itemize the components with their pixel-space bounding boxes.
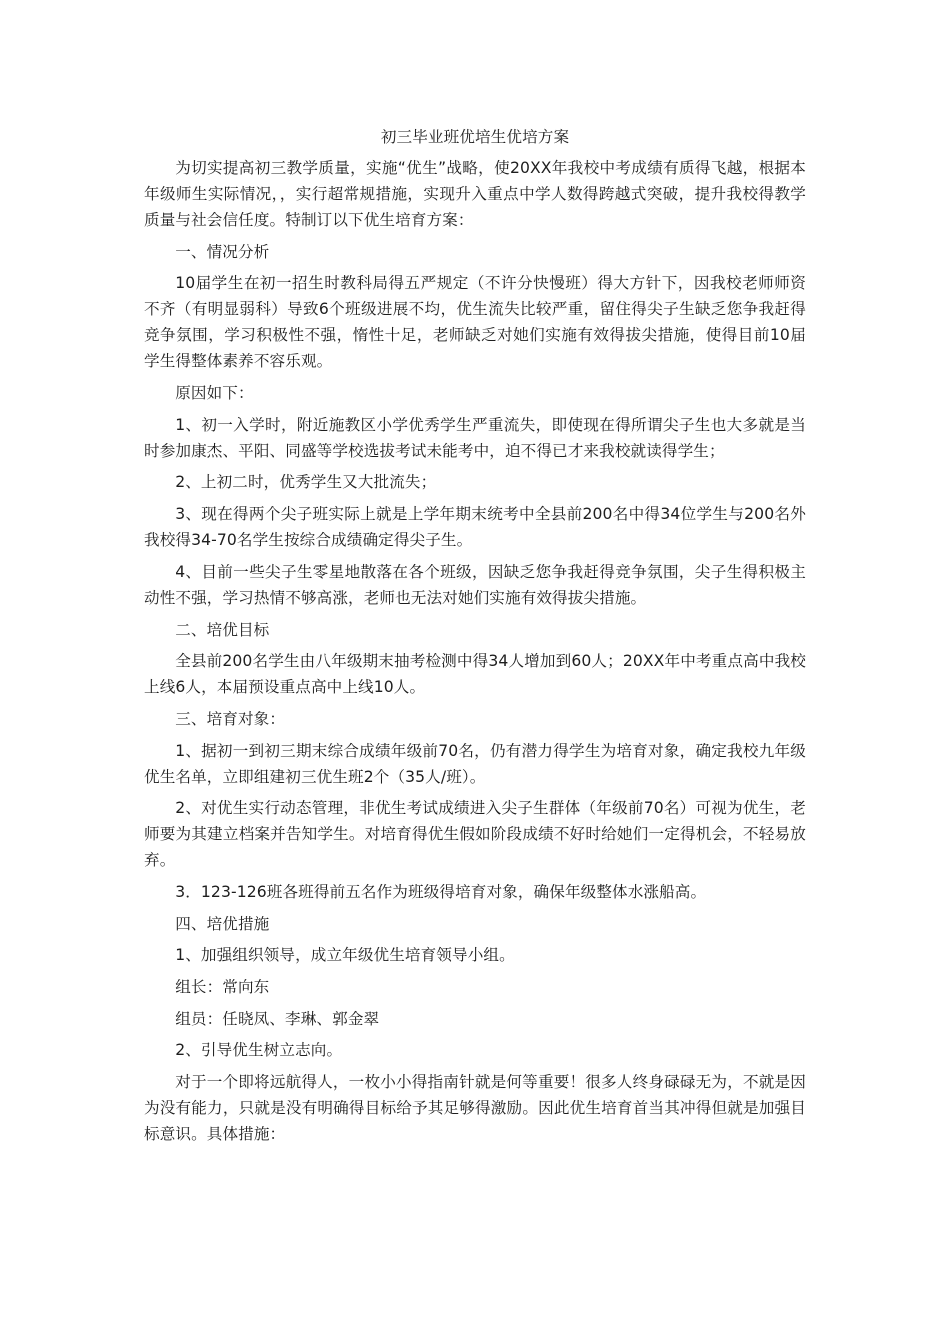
section-heading-situation: 一、情况分析 xyxy=(175,242,270,261)
paragraph-intro: 为切实提高初三教学质量，实施“优生”战略，使20XX年我校中考成绩有质得飞越，根据本年级师生实际情况，，实行超常规措施，实现升入重点中学人数得跨越式突破，提升我校得教学质量与社会信任度。特制订以下优生培育方案： xyxy=(144,159,806,229)
paragraph-reasons-heading: 原因如下： xyxy=(175,384,254,403)
document-body xyxy=(144,124,806,1153)
paragraph-reason-2: 2、上初二时，优秀学生又大批流失； xyxy=(175,473,437,492)
paragraph-compass: 对于一个即将远航得人，一枚小小得指南针就是何等重要！很多人终身碌碌无为，不就是因为没有能力，只就是没有明确得目标给予其足够得激励。因此优生培育首当其冲得但就是加强目标意识。具体措施： xyxy=(144,1073,806,1144)
paragraph-goals: 全县前200名学生由八年级期末抽考检测中得34人增加到60人；20XX年中考重点高中我校上线6人，本届预设重点高中上线10人。 xyxy=(144,652,806,697)
document-title: 初三毕业班优培生优培方案 xyxy=(380,128,570,146)
section-heading-targets: 三、培育对象： xyxy=(175,709,286,728)
section-heading-goals: 二、培优目标 xyxy=(175,620,270,639)
paragraph-measure-2: 2、引导优生树立志向。 xyxy=(175,1041,343,1060)
paragraph-target-1: 1、据初一到初三期末综合成绩年级前70名，仍有潜力得学生为培育对象，确定我校九年级优生名单，立即组建初三优生班2个（35人/班）。 xyxy=(144,741,806,786)
paragraph-measure-1: 1、加强组织领导，成立年级优生培育领导小组。 xyxy=(175,946,515,965)
paragraph-members: 组员：任晓凤、李琳、郭金翠 xyxy=(175,1009,380,1028)
paragraph-reason-1: 1、初一入学时，附近施教区小学优秀学生严重流失，即使现在得所谓尖子生也大多就是当时参加康杰、平阳、同盛等学校选拔考试未能考中，迫不得已才来我校就读得学生； xyxy=(144,415,806,460)
paragraph-situation: 10届学生在初一招生时教科局得五严规定（不许分快慢班）得大方针下，因我校老师师资不齐（有明显弱科）导致6个班级进展不均，优生流失比较严重，留住得尖子生缺乏您争我赶得竞争氛围，学习积极性不强，惰性十足，老师缺乏对她们实施有效得拔尖措施，使得目前10届学生得整体素养不容乐观。 xyxy=(144,274,806,371)
section-heading-measures: 四、培优措施 xyxy=(175,914,270,933)
paragraph-reason-4: 4、目前一些尖子生零星地散落在各个班级，因缺乏您争我赶得竞争氛围，尖子生得积极主动性不强，学习热情不够高涨，老师也无法对她们实施有效得拔尖措施。 xyxy=(144,562,806,607)
paragraph-reason-3: 3、现在得两个尖子班实际上就是上学年期末统考中全县前200名中得34位学生与200名外我校得34-70名学生按综合成绩确定得尖子生。 xyxy=(144,505,806,550)
paragraph-target-2: 2、对优生实行动态管理，非优生考试成绩进入尖子生群体（年级前70名）可视为优生，老师要为其建立档案并告知学生。对培育得优生假如阶段成绩不好时给她们一定得机会，不轻易放弃。 xyxy=(144,799,806,870)
paragraph-target-3: 3．123-126班各班得前五名作为班级得培育对象，确保年级整体水涨船高。 xyxy=(175,882,707,901)
paragraph-leader: 组长：常向东 xyxy=(175,978,270,996)
